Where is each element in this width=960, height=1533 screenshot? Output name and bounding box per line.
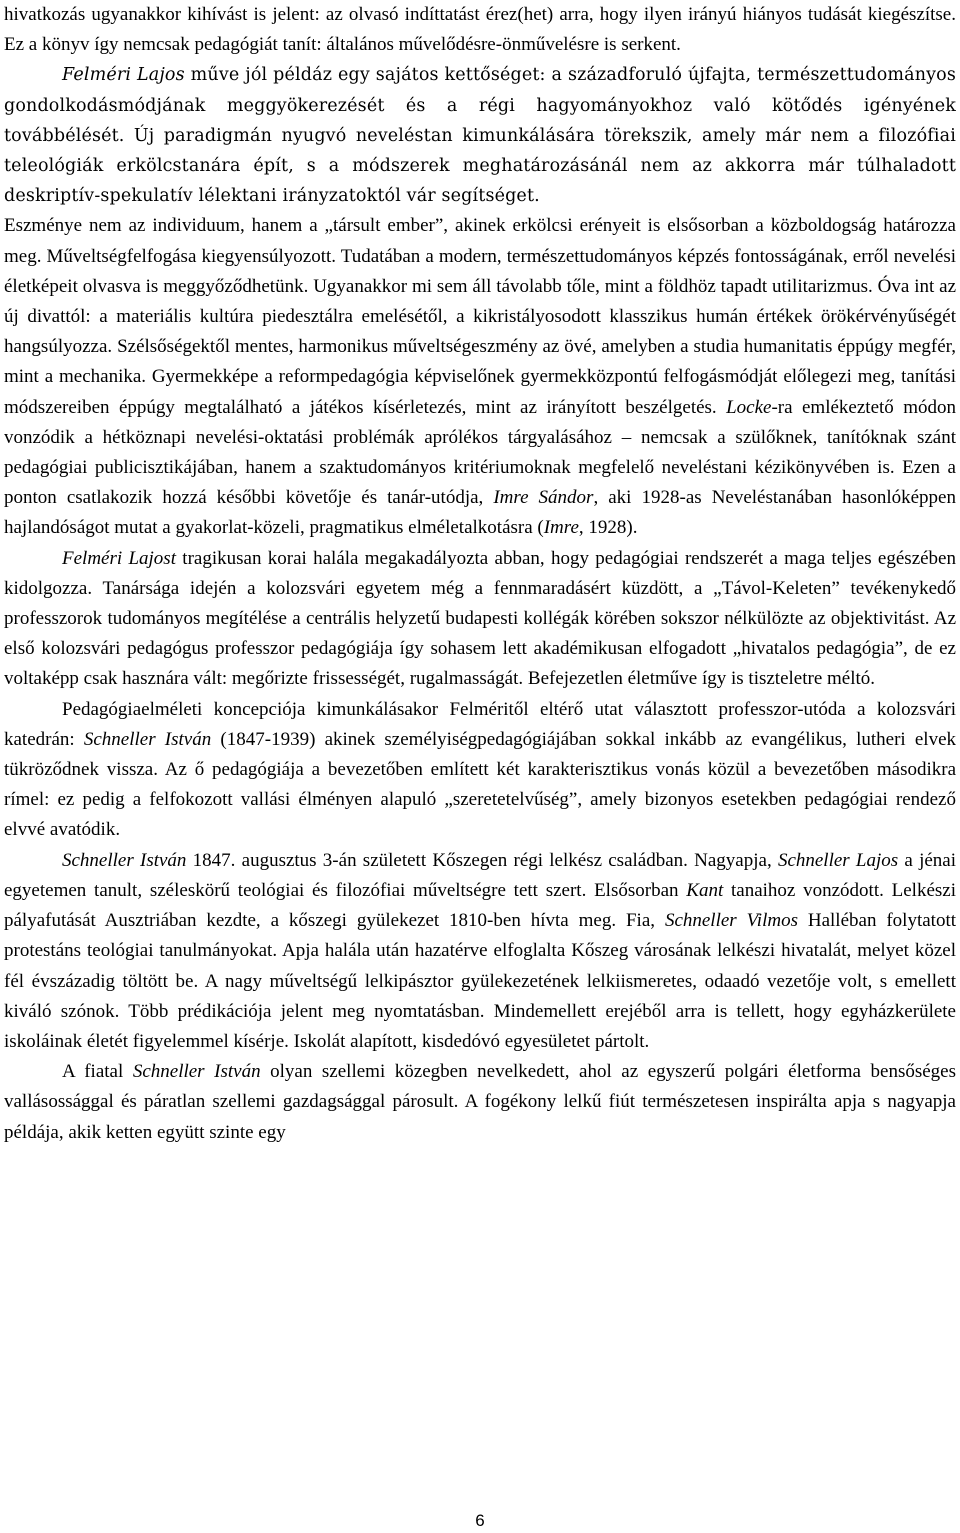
page-number: 6 xyxy=(475,1511,485,1530)
italic-name: Schneller István xyxy=(62,849,187,871)
paragraph xyxy=(4,695,956,846)
paragraph xyxy=(4,60,956,211)
text-run: Eszménye nem az individuum, hanem a „társult ember”, akinek erkölcsi erényeit is elsősorban a közboldogság határozza meg. Műveltségfelfogása kiegyensúlyozott. Tudatában a modern, természettudományos képzés fontosságának, erről nevelési életképeit olvasva is meggyőződhetünk. Ugyanakkor mi sem áll távolabb tőle, mint a földhöz tapadt utilitarizmus. Óva int az új divattól: a materiális kultúra piedesztálra emelésétől, a kikristályosodott klasszikus humán értékek örökérvényűségét hangsúlyozza. Szélsőségektől mentes, harmonikus műveltségeszmény az övé, amelyben a studia humanitatis éppúgy megfér, mint a mechanika. Gyermekképe a reformpedagógia képviselőnek gyermekközpontú felfogásmódját előlegezi meg, tanítási módszereiben éppúgy megtalálható a játékos kísérletezés, mint az irányított beszélgetés. xyxy=(4,215,956,418)
text-run: műve jól példáz egy sajátos kettőséget: a századforuló újfajta, természettudományos gondolkodásmódjának meggyökerezését és a régi hagyományokhoz való kötődés igényének továbbélését. Új paradigmán nyugvó neveléstan kimunkálására törekszik, amely már nem a filozófiai teleológiák erkölcstanára épít, s a módszerek meghatározásánál nem az akkorra már túlhaladott deskriptív-spekulatív lélektani irányzatoktól vár segítséget. xyxy=(4,65,956,207)
text-run: , 1928). xyxy=(578,517,638,539)
paragraph xyxy=(4,211,956,543)
text-run: a jénai egyetemen tanult, széleskörű teológiai és filozófiai műveltségre tett szert. Elsősorban xyxy=(4,849,956,901)
text-run: 1847. augusztus 3-án született Kőszegen régi lelkész családban. Nagyapja, xyxy=(186,849,778,871)
text-run: -ra emlékeztető módon vonzódik a hétköznapi nevelési-oktatási problémák aprólékos tárgyalásához – nemcsak a szülőknek, tanítóknak szánt pedagógiai publicisztikájában, hanem a szaktudományos kritériumoknak megfelelő neveléstani kézikönyvében is. Ezen a ponton csatlakozik hozzá későbbi követője és tanár-utódja, xyxy=(4,396,956,509)
paragraph xyxy=(4,0,956,60)
text-run: (1847-1939) akinek személyiségpedagógiájában sokkal inkább az evangélikus, lutheri elvek tükröződnek vissza. Az ő pedagógiája a bevezetőben említett két karakterisztikus vonás közül a bevezetőben másodikra rímel: ez pedig a felfokozott vallási élményen alapuló „szeretetelvűség”, amely bizonyos esetekben pedagógiai rendező elvvé avatódik. xyxy=(4,728,957,841)
italic-name: Felméri Lajos xyxy=(62,65,185,86)
paragraph xyxy=(4,544,956,695)
text-run: , aki 1928-as Neveléstanában hasonlóképpen hajlandóságot mutat a gyakorlat-közeli, pragmatikus elméletalkotásra ( xyxy=(4,487,956,539)
text-run: olyan szellemi közegben nevelkedett, ahol az egyszerű polgári életforma bensőséges vallásossággal és páratlan szellemi gazdagsággal párosult. A fogékony lelkű fiút természetesen inspirálta apja s nagyapja példája, akik ketten együtt szinte egy xyxy=(4,1061,957,1143)
italic-name: Imre xyxy=(543,517,579,539)
italic-name: Schneller István xyxy=(132,1061,261,1083)
paragraph xyxy=(4,846,956,1057)
document-body xyxy=(4,0,956,1148)
text-run: tragikusan korai halála megakadályozta abban, hogy pedagógiai rendszerét a maga teljes egészében kidolgozza. Tanársága idején a kolozsvári egyetem még a fennmaradásért küzdött, a „Távol-Keleten” tevékenykedő professzorok tudományos megítélése a centrális helyzetű budapesti kollégák körében sokszor nélkülözte az objektivitást. Az első kolozsvári pedagógus professzor pedagógiája így sohasem lett akadémikusan elfogadott „hivatalos pedagógia”, de ez voltaképp csak hasznára vált: megőrizte frissességét, rugalmasságát. Befejezetlen életműve így is tiszteletre méltó. xyxy=(4,547,956,690)
italic-name: Schneller Lajos xyxy=(777,849,899,871)
text-run: Halléban folytatott protestáns teológiai tanulmányokat. Apja halála után hazatérve elfoglalta Kőszeg városának lelkészi hivatalát, melyet közel fél évszázadig töltött be. A nagy műveltségű lelkipásztor gyülekezetének lelkiismeretes, odaadó vezetője volt, s emellett kiváló szónok. Több prédikációja jelent meg nyomtatásban. Mindemellett erejéből arra is tellett, hogy egyházkerülete iskoláinak életét figyelemmel kísérje. Iskolát alapított, kisdedóvó egyesületet pártolt. xyxy=(4,910,957,1052)
italic-name: Kant xyxy=(686,879,724,901)
italic-name: Schneller István xyxy=(83,728,212,750)
text-run: Pedagógiaelméleti koncepciója kimunkálásakor Felméritől eltérő utat választott professzor-utóda a kolozsvári katedrán: xyxy=(4,698,956,750)
text-run: tanaihoz vonzódott. Lelkészi pályafutását Ausztriában kezdte, a kőszegi gyülekezet 1810-ben hívta meg. Fia, xyxy=(4,879,956,932)
italic-name: Locke xyxy=(726,396,772,418)
italic-name: Imre Sándor xyxy=(493,487,594,509)
italic-name: Schneller Vilmos xyxy=(664,910,798,932)
text-run: A fiatal xyxy=(62,1061,133,1083)
text-run: hivatkozás ugyanakkor kihívást is jelent: az olvasó indíttatást érez(het) arra, hogy ilyen irányú hiányos tudását kiegészítse. Ez a könyv így nemcsak pedagógiát tanít: általános művelődésre-önművelésre is serkent. xyxy=(4,4,956,56)
italic-name: Felméri Lajost xyxy=(62,547,176,569)
paragraph xyxy=(4,1057,956,1148)
